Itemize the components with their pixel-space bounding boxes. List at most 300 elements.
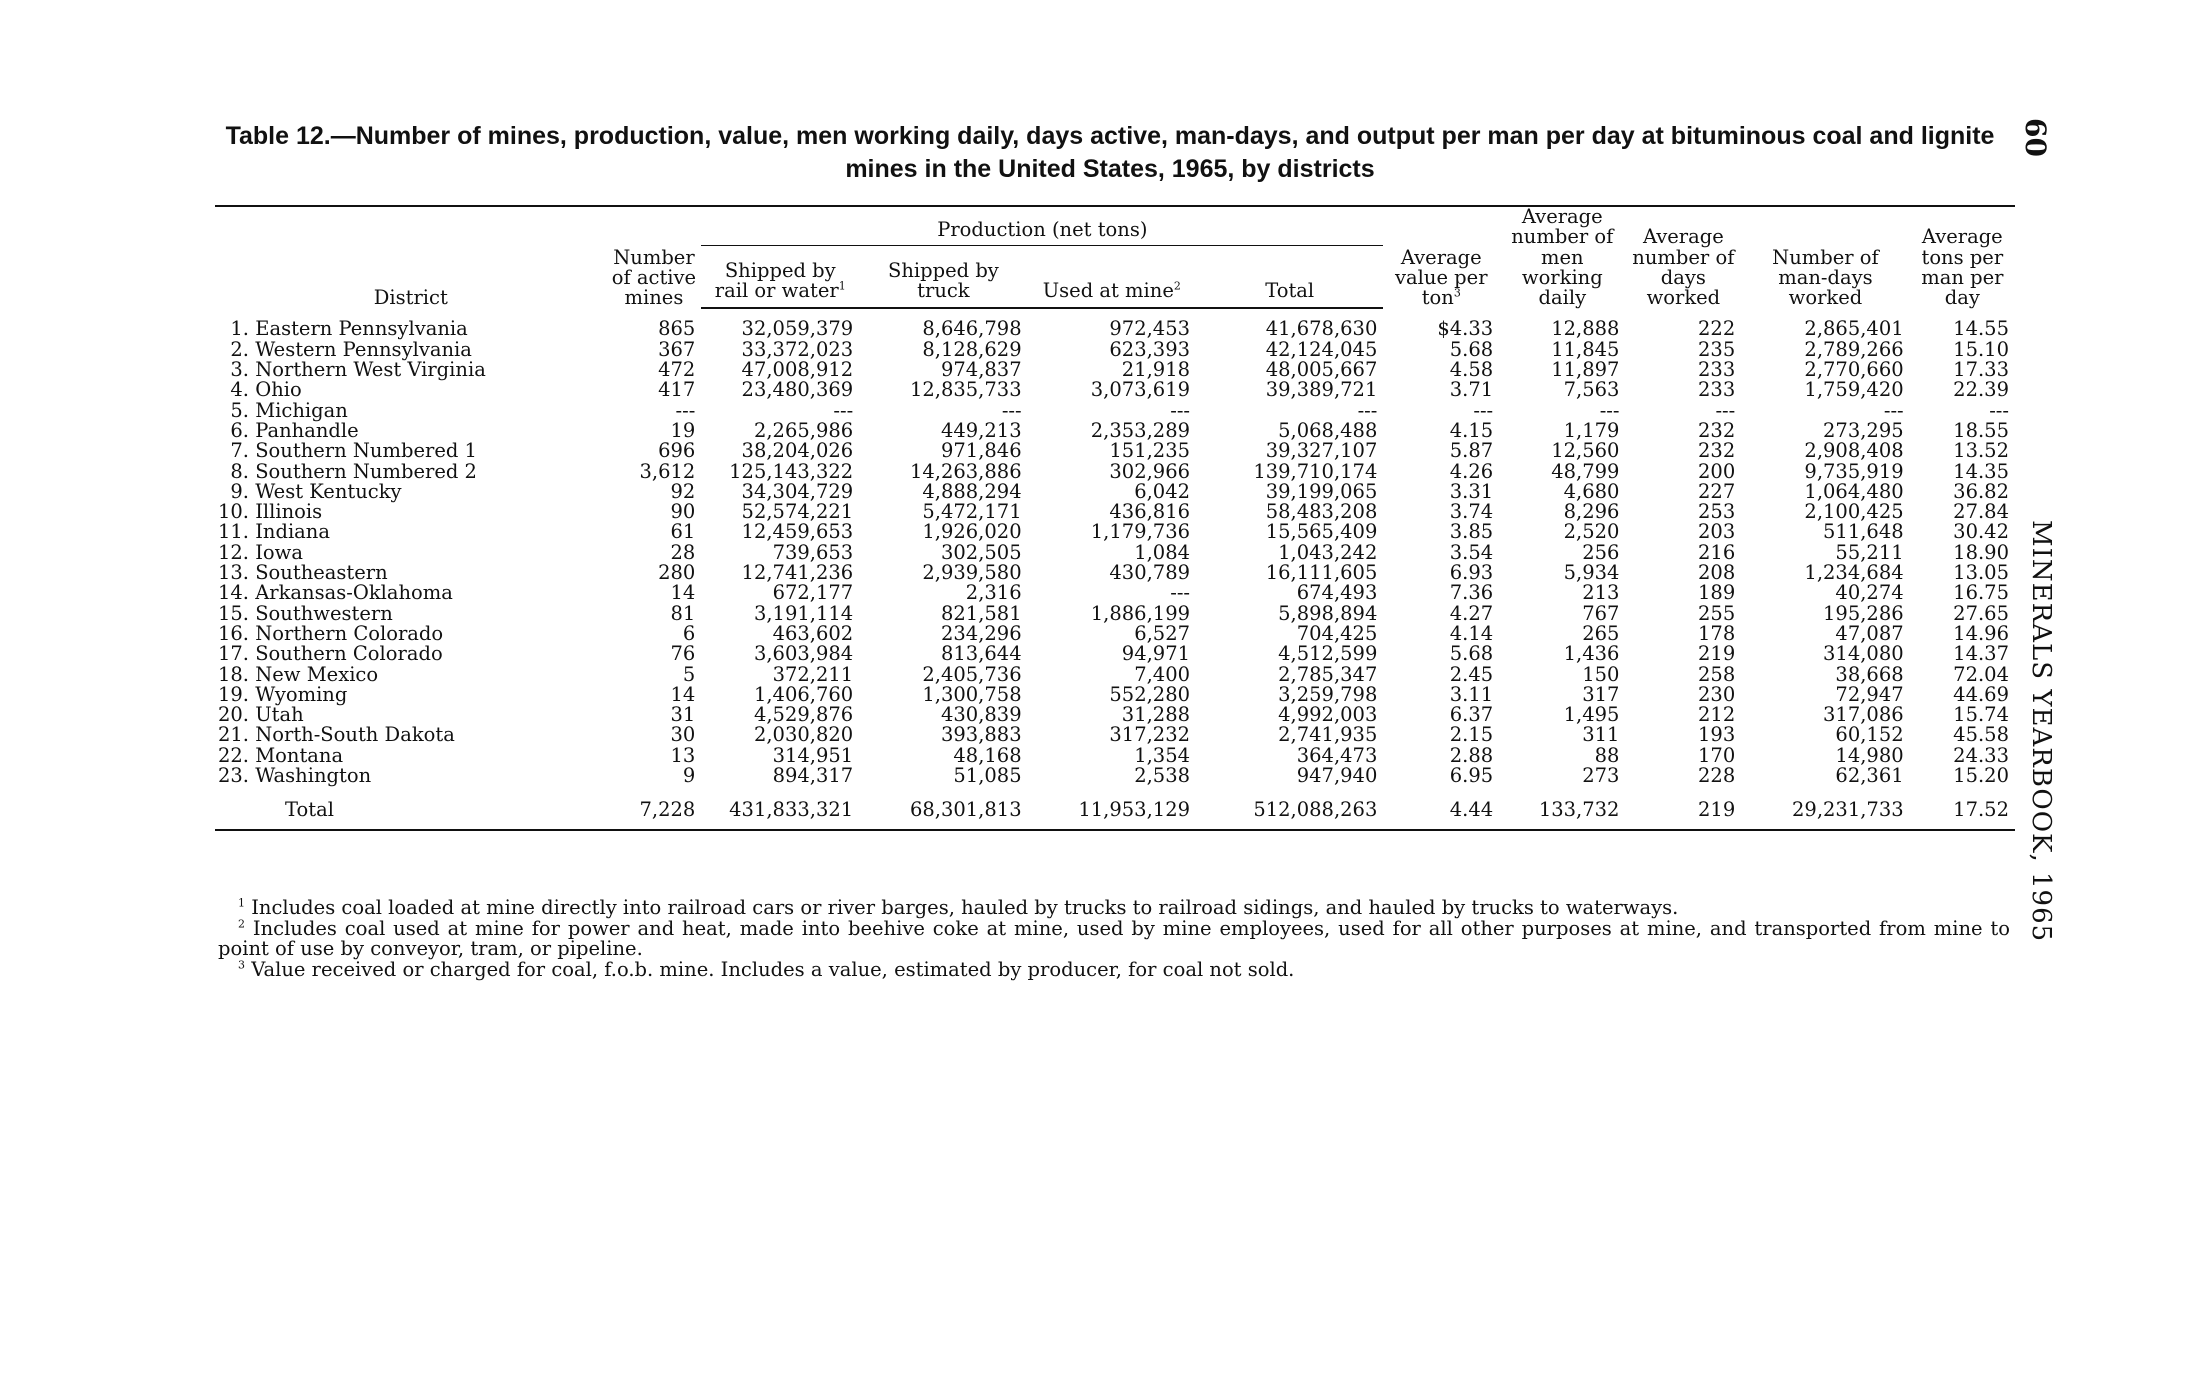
rail-cell: ---: [833, 398, 854, 422]
mines-cell: 90: [670, 500, 696, 524]
used-cell: 972,453: [1109, 317, 1191, 341]
rail-cell: 47,008,912: [741, 358, 854, 382]
men-cell: 12,560: [1551, 439, 1620, 463]
total-men-cell: 133,732: [1499, 786, 1625, 829]
value-cell: 6.93: [1449, 561, 1494, 585]
days-cell: 170: [1698, 743, 1736, 767]
total-tons-cell: 17.52: [1910, 786, 2015, 829]
table-row: [215, 644, 2015, 664]
footnote-1: $^1$ Includes coal loaded at mine directly into railroad cars or river barges, hauled by trucks to railroad sidings, and hauled by trucks to waterways.: [238, 896, 1679, 919]
district-cell: 8. Southern Numbered 2: [230, 459, 477, 483]
header-days: Average number of days worked: [1625, 206, 1741, 308]
days-cell: 232: [1698, 418, 1736, 442]
truck-cell: 449,213: [940, 418, 1022, 442]
value-cell: 5.68: [1449, 337, 1494, 361]
mandays-cell: 9,735,919: [1804, 459, 1904, 483]
total-cell: 5,898,894: [1278, 601, 1378, 625]
district-cell: 14. Arkansas-Oklahoma: [217, 581, 453, 605]
table-row: [215, 543, 2015, 563]
mines-cell: 28: [670, 540, 696, 564]
total-used-cell: 11,953,129: [1028, 786, 1196, 829]
table-row: [215, 360, 2015, 380]
used-cell: 151,235: [1109, 439, 1191, 463]
days-cell: 235: [1698, 337, 1736, 361]
district-cell: 6. Panhandle: [230, 418, 359, 442]
district-cell: 23. Washington: [217, 764, 372, 788]
days-cell: 228: [1698, 764, 1736, 788]
district-cell: 19. Wyoming: [217, 682, 348, 706]
days-cell: 216: [1698, 540, 1736, 564]
used-cell: 302,966: [1109, 459, 1191, 483]
rail-cell: 12,459,653: [741, 520, 854, 544]
truck-cell: ---: [1001, 398, 1022, 422]
tons-cell: 36.82: [1953, 479, 2009, 503]
value-cell: 2.45: [1449, 662, 1494, 686]
tons-cell: 22.39: [1953, 378, 2009, 402]
truck-cell: 12,835,733: [909, 378, 1022, 402]
table-row: [215, 308, 2015, 339]
rail-cell: 4,529,876: [753, 703, 854, 727]
mines-cell: 696: [658, 439, 696, 463]
days-cell: ---: [1715, 398, 1736, 422]
used-cell: 94,971: [1121, 642, 1191, 666]
table-row: [215, 522, 2015, 542]
mandays-cell: 14,980: [1835, 743, 1904, 767]
footnote-2: $^2$ Includes coal used at mine for power and heat, made into beehive coke at mine, used by mine employees, used for all other purposes at mine, and transported from mine to point of use by conveyor, tram, or pipeline.: [218, 916, 2010, 960]
men-cell: 256: [1582, 540, 1620, 564]
men-cell: 88: [1594, 743, 1620, 767]
men-cell: 265: [1582, 621, 1620, 645]
total-cell: 947,940: [1296, 764, 1378, 788]
truck-cell: 5,472,171: [922, 500, 1022, 524]
tons-cell: 24.33: [1953, 743, 2009, 767]
used-cell: 430,789: [1109, 561, 1191, 585]
total-mandays-cell: 29,231,733: [1741, 786, 1909, 829]
footnotes: [218, 898, 2010, 980]
district-cell: 12. Iowa: [217, 540, 303, 564]
table-row: [215, 746, 2015, 766]
mines-cell: 61: [670, 520, 696, 544]
total-cell: 16,111,605: [1265, 561, 1378, 585]
mandays-cell: 47,087: [1835, 621, 1904, 645]
district-cell: 16. Northern Colorado: [217, 621, 444, 645]
mines-cell: 6: [682, 621, 696, 645]
rail-cell: 125,143,322: [729, 459, 854, 483]
rail-cell: 52,574,221: [741, 500, 854, 524]
used-cell: 1,084: [1134, 540, 1191, 564]
men-cell: 2,520: [1563, 520, 1620, 544]
men-cell: 12,888: [1551, 316, 1620, 340]
value-cell: 3.11: [1449, 682, 1494, 706]
tons-cell: 13.52: [1953, 439, 2009, 463]
district-cell: 1. Eastern Pennsylvania: [230, 316, 468, 340]
total-cell: 364,473: [1296, 743, 1378, 767]
table-row: [215, 624, 2015, 644]
mandays-cell: 40,274: [1835, 581, 1904, 605]
table-row: [215, 563, 2015, 583]
total-cell: 39,327,107: [1265, 439, 1378, 463]
truck-cell: 974,837: [940, 358, 1022, 382]
tons-cell: 27.65: [1953, 601, 2009, 625]
used-cell: 1,354: [1134, 743, 1191, 767]
mandays-cell: 62,361: [1835, 764, 1904, 788]
mines-cell: 3,612: [639, 459, 696, 483]
days-cell: 203: [1698, 520, 1736, 544]
used-cell: 21,918: [1121, 358, 1191, 382]
men-cell: 1,436: [1563, 642, 1620, 666]
truck-cell: 302,505: [940, 540, 1022, 564]
truck-cell: 1,300,758: [922, 682, 1022, 706]
header-rail: Shipped by rail or water$^1$: [701, 245, 859, 308]
tons-cell: 30.42: [1953, 520, 2009, 544]
table-row: [215, 502, 2015, 522]
value-cell: 2.15: [1449, 723, 1494, 747]
mandays-cell: 1,759,420: [1804, 378, 1904, 402]
district-cell: 10. Illinois: [217, 500, 323, 524]
district-cell: 20. Utah: [217, 703, 304, 727]
total-rail-cell: 431,833,321: [701, 786, 859, 829]
tons-cell: 14.37: [1953, 642, 2009, 666]
mandays-cell: 273,295: [1823, 418, 1904, 442]
mandays-cell: ---: [1883, 398, 1904, 422]
rail-cell: 1,406,760: [753, 682, 854, 706]
value-cell: 6.95: [1449, 764, 1494, 788]
rail-cell: 32,059,379: [741, 317, 854, 341]
total-cell: 2,741,935: [1278, 723, 1378, 747]
men-cell: 1,179: [1563, 418, 1620, 442]
page-number: 60: [2019, 118, 2052, 157]
mines-cell: ---: [675, 398, 696, 422]
district-cell: 5. Michigan: [230, 398, 348, 422]
truck-cell: 1,926,020: [922, 520, 1022, 544]
total-cell: 4,512,599: [1278, 642, 1378, 666]
total-value-cell: 4.44: [1383, 786, 1499, 829]
mines-cell: 865: [658, 316, 696, 340]
total-cell: 139,710,174: [1253, 459, 1378, 483]
tons-cell: 15.10: [1953, 337, 2009, 361]
tons-cell: 45.58: [1953, 723, 2009, 747]
total-days-cell: 219: [1625, 786, 1741, 829]
value-cell: 4.26: [1449, 459, 1494, 483]
men-cell: 150: [1582, 662, 1620, 686]
mines-cell: 19: [670, 418, 696, 442]
truck-cell: 8,646,798: [922, 317, 1022, 341]
value-cell: 4.27: [1449, 601, 1494, 625]
table-row: [215, 340, 2015, 360]
table-row: [215, 583, 2015, 603]
mines-cell: 76: [670, 642, 696, 666]
used-cell: 436,816: [1109, 500, 1191, 524]
tons-cell: 14.35: [1953, 459, 2009, 483]
mines-cell: 5: [682, 662, 696, 686]
total-row: [215, 786, 2015, 829]
table-row: [215, 725, 2015, 745]
district-cell: 3. Northern West Virginia: [230, 358, 486, 382]
rail-cell: 739,653: [772, 540, 854, 564]
days-cell: 189: [1698, 581, 1736, 605]
header-used: Used at mine$^2$: [1028, 245, 1196, 308]
total-truck-cell: 68,301,813: [859, 786, 1027, 829]
men-cell: 11,845: [1551, 337, 1620, 361]
total-cell: ---: [1357, 398, 1378, 422]
days-cell: 193: [1698, 723, 1736, 747]
tons-cell: ---: [1989, 398, 2009, 422]
value-cell: 4.58: [1449, 358, 1494, 382]
days-cell: 233: [1698, 358, 1736, 382]
mines-cell: 92: [670, 479, 696, 503]
tons-cell: 18.90: [1953, 540, 2009, 564]
mines-cell: 280: [658, 561, 696, 585]
table-row: [215, 766, 2015, 786]
coal-mines-table: [215, 205, 2015, 831]
days-cell: 258: [1698, 662, 1736, 686]
total-cell: 704,425: [1296, 621, 1378, 645]
table-row: [215, 380, 2015, 400]
rail-cell: 314,951: [772, 743, 854, 767]
truck-cell: 2,316: [965, 581, 1022, 605]
total-cell: 674,493: [1296, 581, 1378, 605]
used-cell: 2,538: [1134, 764, 1191, 788]
men-cell: 1,495: [1563, 703, 1620, 727]
days-cell: 212: [1698, 703, 1736, 727]
truck-cell: 813,644: [940, 642, 1022, 666]
mines-cell: 9: [682, 764, 696, 788]
men-cell: 7,563: [1563, 378, 1620, 402]
mines-cell: 13: [670, 743, 696, 767]
men-cell: 48,799: [1551, 459, 1620, 483]
total-cell: 48,005,667: [1265, 358, 1378, 382]
men-cell: 311: [1582, 723, 1620, 747]
value-cell: 7.36: [1449, 581, 1494, 605]
header-mines: Number of active mines: [607, 206, 702, 308]
value-cell: 3.85: [1449, 520, 1494, 544]
mandays-cell: 38,668: [1835, 662, 1904, 686]
header-value: Average value per ton$^3$: [1383, 206, 1499, 308]
tons-cell: 44.69: [1953, 682, 2009, 706]
mandays-cell: 55,211: [1835, 540, 1904, 564]
used-cell: 317,232: [1109, 723, 1191, 747]
mandays-cell: 1,234,684: [1804, 561, 1904, 585]
truck-cell: 51,085: [953, 764, 1022, 788]
district-cell: 7. Southern Numbered 1: [230, 439, 477, 463]
rail-cell: 672,177: [772, 581, 854, 605]
used-cell: 6,527: [1134, 621, 1191, 645]
mandays-cell: 2,865,401: [1804, 316, 1904, 340]
district-cell: 21. North-South Dakota: [217, 723, 455, 747]
total-cell: 5,068,488: [1278, 418, 1378, 442]
mandays-cell: 72,947: [1835, 682, 1904, 706]
value-cell: 3.74: [1449, 500, 1494, 524]
district-cell: 4. Ohio: [230, 378, 302, 402]
table-row: [215, 685, 2015, 705]
rail-cell: 38,204,026: [741, 439, 854, 463]
rail-cell: 23,480,369: [741, 378, 854, 402]
days-cell: 219: [1698, 642, 1736, 666]
running-head: MINERALS YEARBOOK, 1965: [2026, 520, 2056, 943]
truck-cell: 393,883: [940, 723, 1022, 747]
mines-cell: 14: [670, 581, 696, 605]
tons-cell: 16.75: [1953, 581, 2009, 605]
rail-cell: 12,741,236: [741, 561, 854, 585]
district-cell: 17. Southern Colorado: [217, 642, 443, 666]
days-cell: 230: [1698, 682, 1736, 706]
total-mines-cell: 7,228: [607, 786, 702, 829]
table-row: [215, 705, 2015, 725]
men-cell: 767: [1582, 601, 1620, 625]
days-cell: 208: [1698, 561, 1736, 585]
district-cell: 22. Montana: [217, 743, 344, 767]
days-cell: 253: [1698, 500, 1736, 524]
mandays-cell: 317,086: [1823, 703, 1904, 727]
truck-cell: 48,168: [953, 743, 1022, 767]
mines-cell: 417: [658, 378, 696, 402]
table-title: Table 12.—Number of mines, production, value, men working daily, days active, man-days, and output per man per day at bituminous coal and lignite mines in the United States, 1965, by districts: [225, 122, 1995, 183]
total-label: Total: [215, 786, 607, 829]
header-mandays: Number of man-days worked: [1741, 206, 1909, 308]
header-tons: Average tons per man per day: [1910, 206, 2015, 308]
used-cell: 6,042: [1134, 479, 1191, 503]
rail-cell: 463,602: [772, 621, 854, 645]
tons-cell: 15.20: [1953, 764, 2009, 788]
mines-cell: 30: [670, 723, 696, 747]
used-cell: 623,393: [1109, 337, 1191, 361]
rail-cell: 372,211: [772, 662, 854, 686]
header-men: Average number of men working daily: [1499, 206, 1625, 308]
value-cell: 2.88: [1449, 743, 1494, 767]
tons-cell: 14.96: [1953, 621, 2009, 645]
men-cell: 273: [1582, 764, 1620, 788]
rail-cell: 894,317: [772, 764, 854, 788]
truck-cell: 821,581: [940, 601, 1022, 625]
used-cell: 552,280: [1109, 682, 1191, 706]
value-cell: ---: [1473, 398, 1494, 422]
header-total: Total: [1196, 245, 1383, 308]
days-cell: 233: [1698, 378, 1736, 402]
district-cell: 13. Southeastern: [217, 561, 388, 585]
men-cell: 8,296: [1563, 500, 1620, 524]
value-cell: 4.14: [1449, 621, 1494, 645]
mandays-cell: 2,789,266: [1804, 337, 1904, 361]
mandays-cell: 314,080: [1823, 642, 1904, 666]
days-cell: 222: [1698, 316, 1736, 340]
total-cell: 3,259,798: [1278, 682, 1378, 706]
table-row: [215, 482, 2015, 502]
rail-cell: 3,191,114: [753, 601, 854, 625]
table-row: [215, 421, 2015, 441]
header-production-group: Production (net tons): [701, 206, 1383, 245]
mandays-cell: 195,286: [1823, 601, 1904, 625]
rail-cell: 2,030,820: [753, 723, 854, 747]
value-cell: $4.33: [1437, 316, 1494, 340]
mines-cell: 31: [670, 703, 696, 727]
days-cell: 227: [1698, 479, 1736, 503]
total-cell: 58,483,208: [1265, 500, 1378, 524]
header-district: District: [215, 206, 607, 308]
tons-cell: 27.84: [1953, 500, 2009, 524]
rail-cell: 3,603,984: [753, 642, 854, 666]
value-cell: 3.31: [1449, 479, 1494, 503]
men-cell: ---: [1599, 398, 1620, 422]
table-row: [215, 665, 2015, 685]
total-cell: 2,785,347: [1278, 662, 1378, 686]
tons-cell: 18.55: [1953, 418, 2009, 442]
tons-cell: 15.74: [1953, 703, 2009, 727]
truck-cell: 971,846: [940, 439, 1022, 463]
truck-cell: 4,888,294: [922, 479, 1022, 503]
rail-cell: 33,372,023: [741, 337, 854, 361]
used-cell: 7,400: [1134, 662, 1191, 686]
mines-cell: 367: [658, 337, 696, 361]
used-cell: 2,353,289: [1090, 418, 1191, 442]
mandays-cell: 1,064,480: [1804, 479, 1904, 503]
mines-cell: 472: [658, 358, 696, 382]
mandays-cell: 2,770,660: [1804, 358, 1904, 382]
mines-cell: 14: [670, 682, 696, 706]
mandays-cell: 2,100,425: [1804, 500, 1904, 524]
used-cell: 1,886,199: [1090, 601, 1191, 625]
men-cell: 11,897: [1551, 358, 1620, 382]
mines-cell: 81: [670, 601, 696, 625]
total-cell: 15,565,409: [1265, 520, 1378, 544]
value-cell: 5.68: [1449, 642, 1494, 666]
total-cell: 41,678,630: [1265, 317, 1378, 341]
men-cell: 213: [1582, 581, 1620, 605]
table-row: [215, 462, 2015, 482]
tons-cell: 13.05: [1953, 561, 2009, 585]
tons-cell: 17.33: [1953, 358, 2009, 382]
truck-cell: 430,839: [940, 703, 1022, 727]
total-cell: 42,124,045: [1265, 337, 1378, 361]
total-cell: 39,199,065: [1265, 479, 1378, 503]
value-cell: 6.37: [1449, 703, 1494, 727]
table-row: [215, 401, 2015, 421]
district-cell: 9. West Kentucky: [230, 479, 402, 503]
table-row: [215, 441, 2015, 461]
truck-cell: 2,939,580: [922, 561, 1022, 585]
header-truck: Shipped by truck: [859, 245, 1027, 308]
total-total-cell: 512,088,263: [1196, 786, 1383, 829]
mandays-cell: 511,648: [1823, 520, 1904, 544]
total-cell: 39,389,721: [1265, 378, 1378, 402]
district-cell: 11. Indiana: [217, 520, 330, 544]
men-cell: 317: [1582, 682, 1620, 706]
men-cell: 4,680: [1563, 479, 1620, 503]
days-cell: 178: [1698, 621, 1736, 645]
truck-cell: 2,405,736: [922, 662, 1022, 686]
rail-cell: 34,304,729: [741, 479, 854, 503]
tons-cell: 14.55: [1953, 316, 2009, 340]
value-cell: 3.54: [1449, 540, 1494, 564]
truck-cell: 14,263,886: [909, 459, 1022, 483]
used-cell: 3,073,619: [1090, 378, 1191, 402]
mandays-cell: 60,152: [1835, 723, 1904, 747]
used-cell: ---: [1170, 581, 1191, 605]
used-cell: 31,288: [1121, 703, 1191, 727]
mandays-cell: 2,908,408: [1804, 439, 1904, 463]
days-cell: 232: [1698, 439, 1736, 463]
truck-cell: 234,296: [940, 621, 1022, 645]
district-cell: 15. Southwestern: [217, 601, 393, 625]
truck-cell: 8,128,629: [922, 337, 1022, 361]
district-cell: 18. New Mexico: [217, 662, 379, 686]
rail-cell: 2,265,986: [753, 418, 854, 442]
total-cell: 4,992,003: [1278, 703, 1378, 727]
value-cell: 5.87: [1449, 439, 1494, 463]
tons-cell: 72.04: [1953, 662, 2009, 686]
days-cell: 200: [1698, 459, 1736, 483]
days-cell: 255: [1698, 601, 1736, 625]
used-cell: 1,179,736: [1090, 520, 1191, 544]
